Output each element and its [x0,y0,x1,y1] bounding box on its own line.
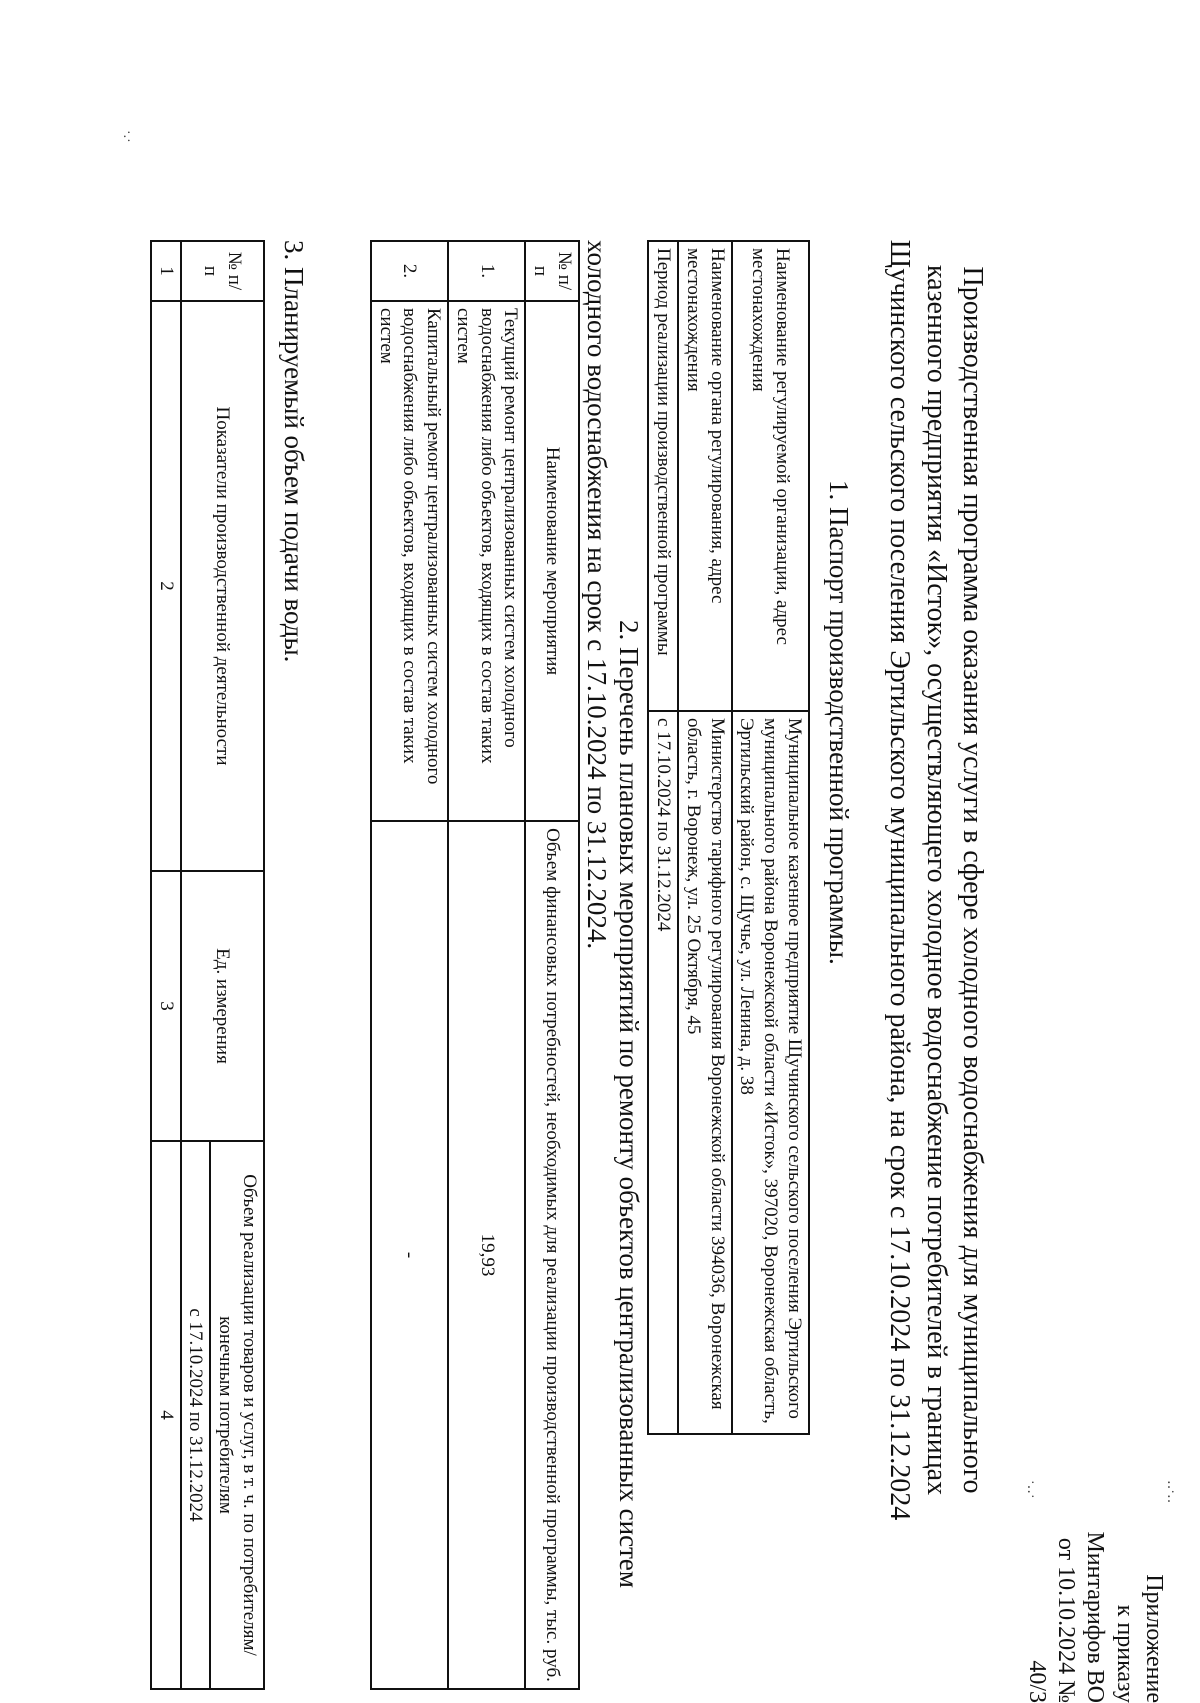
table-row [448,241,525,1689]
passport-value: с 17.10.2024 по 31.12.2024 [649,711,679,1434]
col-header-num: № п/п [181,241,264,301]
column-number: 4 [151,1141,181,1689]
section2-title: 2. Перечень плановых мероприятий по ремонту объектов централизованных систем холодного водоснабжения на срок с 17.10.2024 по 31.12.2024. [581,240,644,1588]
annex-line-1: Приложение [1141,1574,1167,1703]
table-row [649,241,679,1434]
row-name: Текущий ремонт централизованных систем холодного водоснабжения либо объектов, входящих в состав таких систем [448,301,525,821]
passport-label: Наименование органа регулирования, адрес местонахождения [678,241,732,711]
document-title: Производственная программа оказания услуги в сфере холодного водоснабжения для муниципального казенного предприятия «Исток», осуществляющего холодное водоснабжение потребителей в границах Щучинского сельского поселения Эртильского муниципального района, на срок с 17.10.2024 по 31.12.2024 [884,239,988,1521]
table-header-row [526,241,580,1689]
section3-title: 3. Планируемый объем подачи воды. [279,240,309,663]
row-amount: 19,93 [448,821,525,1689]
col-header-period: с 17.10.2024 по 31.12.2024 [181,1141,211,1689]
column-number: 1 [151,241,181,301]
col-header-name: Наименование мероприятия [526,301,580,821]
row-name: Капитальный ремонт централизованных систем холодного водоснабжения либо объектов, входящих в состав таких систем [371,301,448,821]
col-header-unit: Ед. измерения [181,871,264,1141]
row-num: 1. [448,241,525,301]
section1-title: 1. Паспорт производственной программы. [824,480,854,965]
scan-artifact: ·.· [120,130,135,143]
row-num: 2. [371,241,448,301]
column-number: 3 [151,871,181,1141]
passport-value: Министерство тарифного регулирования Воронежской области 394036, Воронежская область, г. Воронеж, ул. 25 Октября, 45 [678,711,732,1434]
table-row [371,241,448,1689]
passport-value: Муниципальное казенное предприятие Щучинского сельского поселения Эртильского муниципального района Воронежской области «Исток», 397020, Воронежская область, Эртильский район, с. Щучье, ул. Ленина, д. 38 [732,711,809,1434]
passport-label: Наименование регулируемой организации, адрес местонахождения [732,241,809,711]
col-header-amount: Объем финансовых потребностей, необходимых для реализации производственной программы, тыс. руб. [526,821,580,1689]
table-row [678,241,732,1434]
col-header-num: № п/п [526,241,580,301]
passport-label: Период реализации производственной программы [649,241,679,711]
annex-block [1022,1530,1168,1703]
annex-line-3: от 10.10.2024 № 40/3 [1023,1537,1080,1703]
table-header-row [211,241,265,1689]
passport-table [648,240,811,1435]
table-row [732,241,809,1434]
scan-artifact: ‥·‥ [1164,1480,1179,1504]
table-numbering-row [151,241,181,1689]
scan-artifact: ·‥· [1024,1480,1039,1499]
col-header-volume: Объем реализации товаров и услуг, в т. ч. по потребителям/конечным потребителям [211,1141,265,1689]
water-supply-table [150,240,265,1690]
row-amount: - [371,821,448,1689]
col-header-indicator: Показатели производственной деятельности [181,301,264,871]
annex-line-2: к приказу Минтарифов ВО [1082,1531,1138,1703]
column-number: 2 [151,301,181,871]
activities-table [370,240,580,1690]
